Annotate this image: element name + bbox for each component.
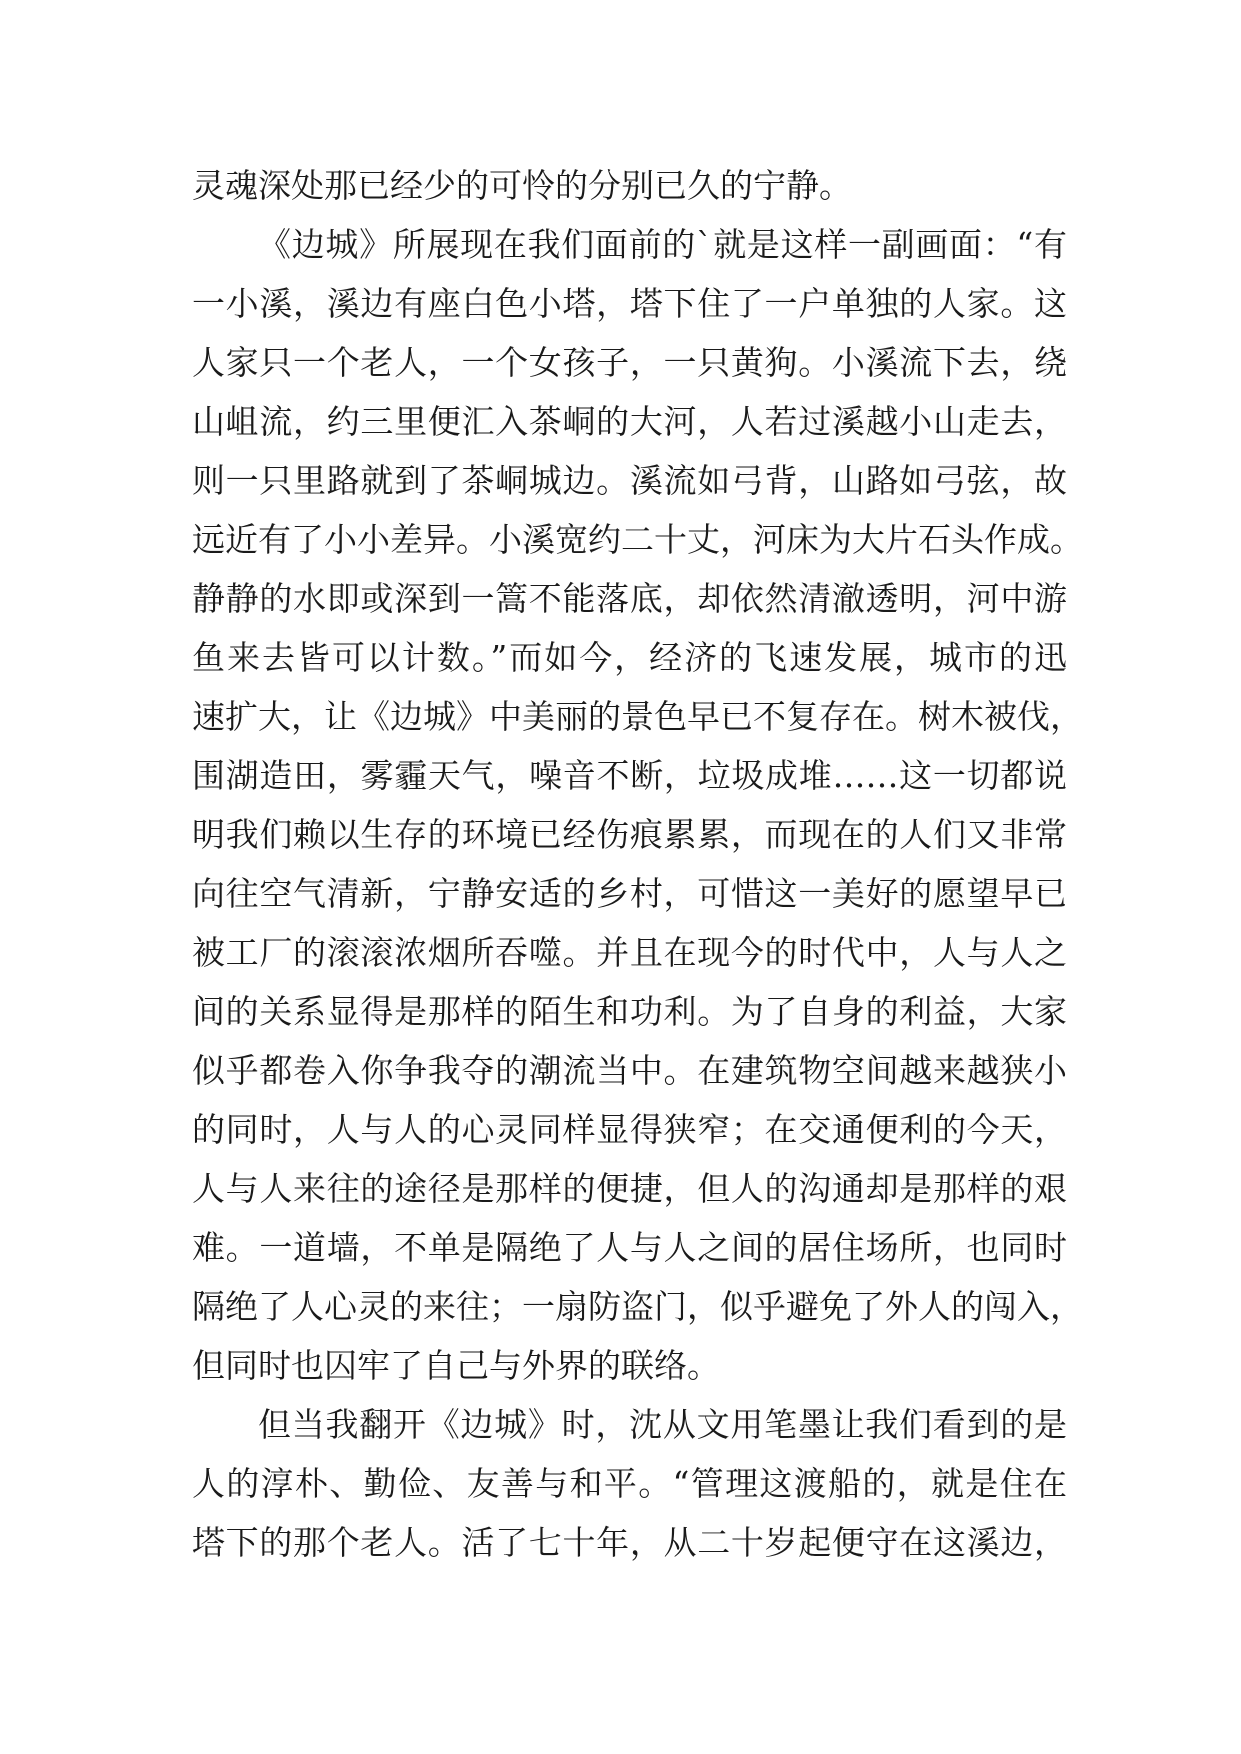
text-line: 间的关系显得是那样的陌生和功利。为了自身的利益，大家 bbox=[192, 992, 1067, 1031]
text-line: 被工厂的滚滚浓烟所吞噬。并且在现今的时代中，人与人之 bbox=[192, 933, 1067, 972]
text-line: 灵魂深处那已经少的可怜的分别已久的宁静。 bbox=[192, 166, 852, 205]
text-line: 隔绝了人心灵的来往；一扇防盗门，似乎避免了外人的闯入， bbox=[192, 1287, 1083, 1326]
text-line: 难。一道墙，不单是隔绝了人与人之间的居住场所，也同时 bbox=[192, 1228, 1067, 1267]
text-line: 明我们赖以生存的环境已经伤痕累累，而现在的人们又非常 bbox=[192, 815, 1067, 854]
paragraph-first-line: 《边城》所展现在我们面前的`就是这样一副画面：“有 bbox=[258, 225, 1067, 264]
paragraph-first-line: 但当我翻开《边城》时，沈从文用笔墨让我们看到的是 bbox=[258, 1405, 1067, 1444]
text-line: 则一只里路就到了茶峒城边。溪流如弓背，山路如弓弦，故 bbox=[192, 461, 1067, 500]
text-line: 静静的水即或深到一篙不能落底，却依然清澈透明，河中游 bbox=[192, 579, 1067, 618]
body-text bbox=[192, 156, 1083, 1572]
text-line: 速扩大，让《边城》中美丽的景色早已不复存在。树木被伐， bbox=[192, 697, 1083, 736]
text-line: 似乎都卷入你争我夺的潮流当中。在建筑物空间越来越狭小 bbox=[192, 1051, 1067, 1090]
text-line: 人的淳朴、勤俭、友善与和平。“管理这渡船的，就是住在 bbox=[192, 1464, 1067, 1503]
text-line: 但同时也囚牢了自己与外界的联络。 bbox=[192, 1346, 720, 1385]
text-line: 一小溪，溪边有座白色小塔，塔下住了一户单独的人家。这 bbox=[192, 284, 1067, 323]
text-line: 鱼来去皆可以计数。”而如今，经济的飞速发展，城市的迅 bbox=[192, 638, 1067, 677]
text-line: 向往空气清新，宁静安适的乡村，可惜这一美好的愿望早已 bbox=[192, 874, 1067, 913]
text-line: 塔下的那个老人。活了七十年，从二十岁起便守在这溪边， bbox=[192, 1523, 1067, 1562]
text-line: 山岨流，约三里便汇入茶峒的大河，人若过溪越小山走去， bbox=[192, 402, 1067, 441]
text-line: 人家只一个老人，一个女孩子，一只黄狗。小溪流下去，绕 bbox=[192, 343, 1067, 382]
text-line: 人与人来往的途径是那样的便捷，但人的沟通却是那样的艰 bbox=[192, 1169, 1067, 1208]
text-line: 围湖造田，雾霾天气，噪音不断，垃圾成堆……这一切都说 bbox=[192, 756, 1067, 795]
text-line: 的同时，人与人的心灵同样显得狭窄；在交通便利的今天， bbox=[192, 1110, 1067, 1149]
text-line: 远近有了小小差异。小溪宽约二十丈，河床为大片石头作成。 bbox=[192, 520, 1083, 559]
